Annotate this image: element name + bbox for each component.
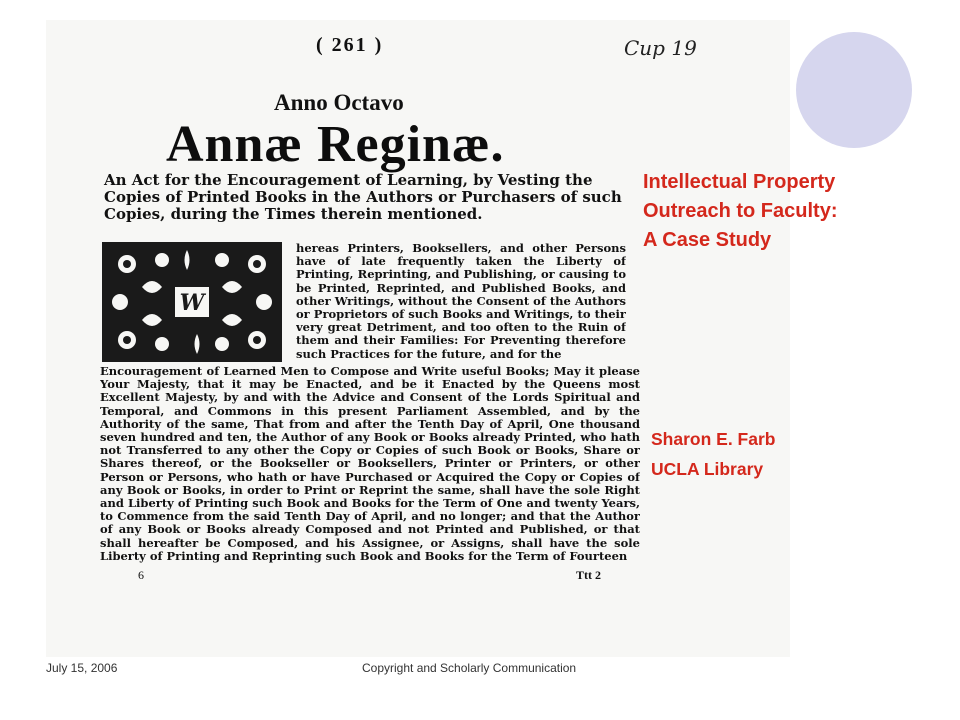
scan-body-text-right: hereas Printers, Booksellers, and other Persons have of late frequently taken the Liberty of Printing, Reprinting, and Publishing, or causing to be Printed, Reprinted, and Published Books, and other Writings, without the Consent of the Authors or Proprietors of such Books and Writings, to their very great Detriment, and too often to the Ruin of them and their Families: For Preventing therefore such Practices for the future, and for the — [296, 242, 626, 361]
scan-heading: Annæ Reginæ. — [166, 116, 505, 173]
scan-signature-mark: 6 — [138, 568, 144, 582]
author-block — [651, 424, 775, 484]
footer-date: July 15, 2006 — [46, 661, 118, 675]
scan-page-number: ( 261 ) — [316, 34, 384, 56]
author-name: Sharon E. Farb — [651, 429, 776, 449]
slide-title-line-3: A Case Study — [643, 229, 772, 251]
decorative-circle — [796, 32, 912, 148]
scan-catchword: Ttt 2 — [576, 568, 601, 582]
scan-act-title: An Act for the Encouragement of Learning, by Vesting the Copies of Printed Books in the Authors or Purchasers of such Copies, during the Times therein mentioned. — [104, 171, 622, 223]
footer-title: Copyright and Scholarly Communication — [362, 661, 577, 675]
historical-document-scan — [46, 20, 790, 657]
scan-anno-line: Anno Octavo — [274, 90, 404, 115]
slide-title — [643, 168, 953, 255]
scan-body-text: Encouragement of Learned Men to Compose and Write useful Books; May it please Your Majesty, that it may be Enacted, and be it Enacted by the Queens most Excellent Majesty, by and with the Advice and Consent of the Lords Spiritual and Temporal, and Commons in this present Parliament Assembled, and by the Authority of the same, That from and after the Tenth Day of April, One thousand seven hundred and ten, the Author of any Book or Books already Printed, who hath not Transferred to any other the Copy or Copies of such Book or Books, Share or Shares thereof, or the Bookseller or Booksellers, Printer or Printers, or other Person or Persons, who hath or have Purchased or Acquired the Copy or Copies of any Book or Books, in order to Print or Reprint the same, shall have the sole Right and Liberty of Printing such Book and Books for the Term of One and twenty Years, to Commence from the said Tenth Day of April, and no longer; and that the Author of any Book or Books already Composed and not Printed and Published, or that shall hereafter be Composed, and his Assignee, or Assigns, shall have the sole Liberty of Printing and Reprinting such Book and Books for the Term of Fourteen — [100, 365, 640, 563]
author-affiliation: UCLA Library — [651, 459, 764, 479]
scan-handwritten-note: Cup 19 — [624, 36, 697, 60]
ornament-initial-letter: W — [179, 290, 205, 316]
slide-title-line-1: Intellectual Property — [643, 171, 836, 193]
slide-title-line-2: Outreach to Faculty: — [643, 200, 838, 222]
ornamental-initial-icon — [102, 242, 282, 362]
